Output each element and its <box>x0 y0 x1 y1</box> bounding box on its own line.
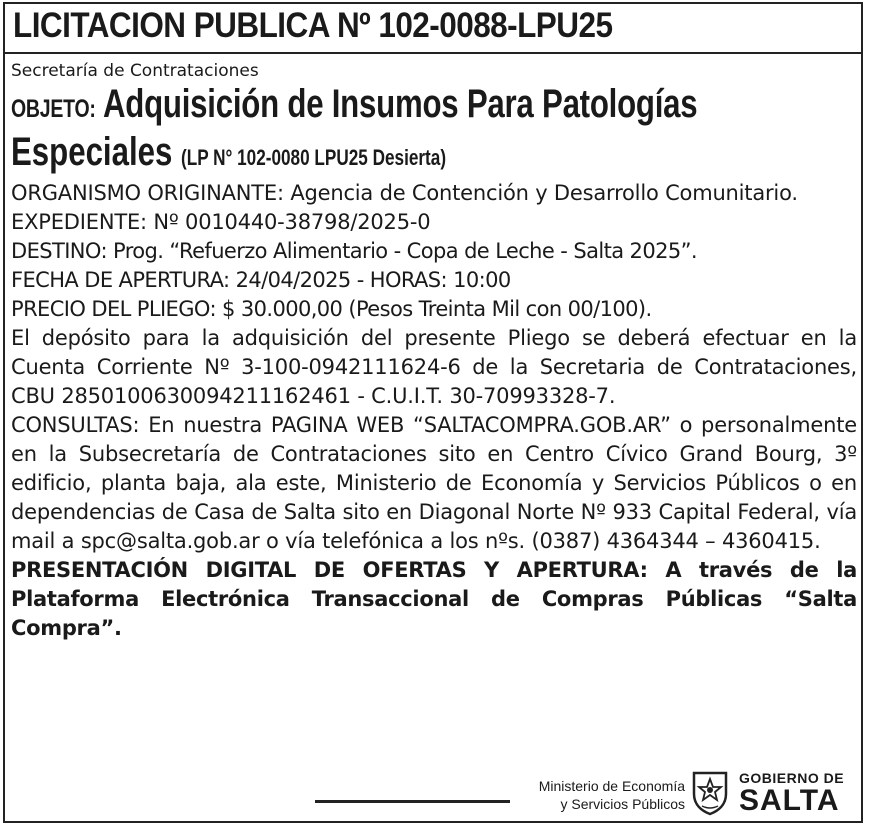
tender-notice <box>3 2 863 823</box>
deposito-paragraph: El depósito para la adquisición del presente Pliego se deberá efectuar en la Cuenta Corriente Nº 3-100-0942111624-6 de la Secretaria de Contrataciones, CBU 2850100630094211162461 - C.U.I.T. 30-70993328-7. <box>11 326 857 408</box>
salta-label: SALTA <box>739 784 840 817</box>
salta-shield-icon <box>690 770 730 816</box>
objeto-line2 <box>11 131 671 179</box>
notice-title: LICITACION PUBLICA Nº 102-0088-LPU25 <box>13 6 613 45</box>
presentacion-paragraph: PRESENTACIÓN DIGITAL DE OFERTAS Y APERTURA: A través de la Plataforma Electrónica Transaccional de Compras Públicas “Salta Compra”. <box>11 558 857 640</box>
secretaria-line: Secretaría de Contrataciones <box>11 61 259 81</box>
gobierno-label: GOBIERNO DE <box>739 770 845 786</box>
destino-line: DESTINO: Prog. “Refuerzo Alimentario - Copa de Leche - Salta 2025”. <box>11 239 697 263</box>
ministerio-label <box>510 777 685 813</box>
footer-rule <box>315 800 510 803</box>
objeto-text-line2: Especiales <box>11 130 173 174</box>
objeto-text-line1: Adquisición de Insumos Para Patologías <box>102 82 698 126</box>
objeto-reference: (LP N° 102-0080 LPU25 Desierta) <box>181 145 447 170</box>
title-box <box>5 4 861 54</box>
objeto-line1 <box>11 82 698 131</box>
fecha-apertura-line: FECHA DE APERTURA: 24/04/2025 - HORAS: 10:00 <box>11 268 511 292</box>
objeto-block <box>11 82 857 179</box>
precio-pliego-line: PRECIO DEL PLIEGO: $ 30.000,00 (Pesos Treinta Mil con 00/100). <box>11 297 652 321</box>
footer-logo <box>510 770 855 820</box>
notice-body <box>11 54 857 643</box>
ministerio-line2: y Servicios Públicos <box>560 796 685 812</box>
consultas-paragraph: CONSULTAS: En nuestra PAGINA WEB “SALTACOMPRA.GOB.AR” o personalmente en la Subsecretaría de Contrataciones sito en Centro Cívico Grand Bourg, 3º edificio, planta baja, ala este, Ministerio de Economía y Servicios Públicos o en dependencias de Casa de Salta sito en Diagonal Norte Nº 933 Capital Federal, vía mail a spc@salta.gob.ar o vía telefónica a los nºs. (0387) 4364344 – 4360415. <box>11 413 857 553</box>
ministerio-line1: Ministerio de Economía <box>538 778 685 794</box>
organismo-paragraph: ORGANISMO ORIGINANTE: Agencia de Contención y Desarrollo Comunitario. <box>11 181 798 205</box>
expediente-line: EXPEDIENTE: Nº 0010440-38798/2025-0 <box>11 210 431 234</box>
objeto-label: OBJETO: <box>11 95 96 123</box>
gobierno-salta-logo <box>739 770 844 816</box>
